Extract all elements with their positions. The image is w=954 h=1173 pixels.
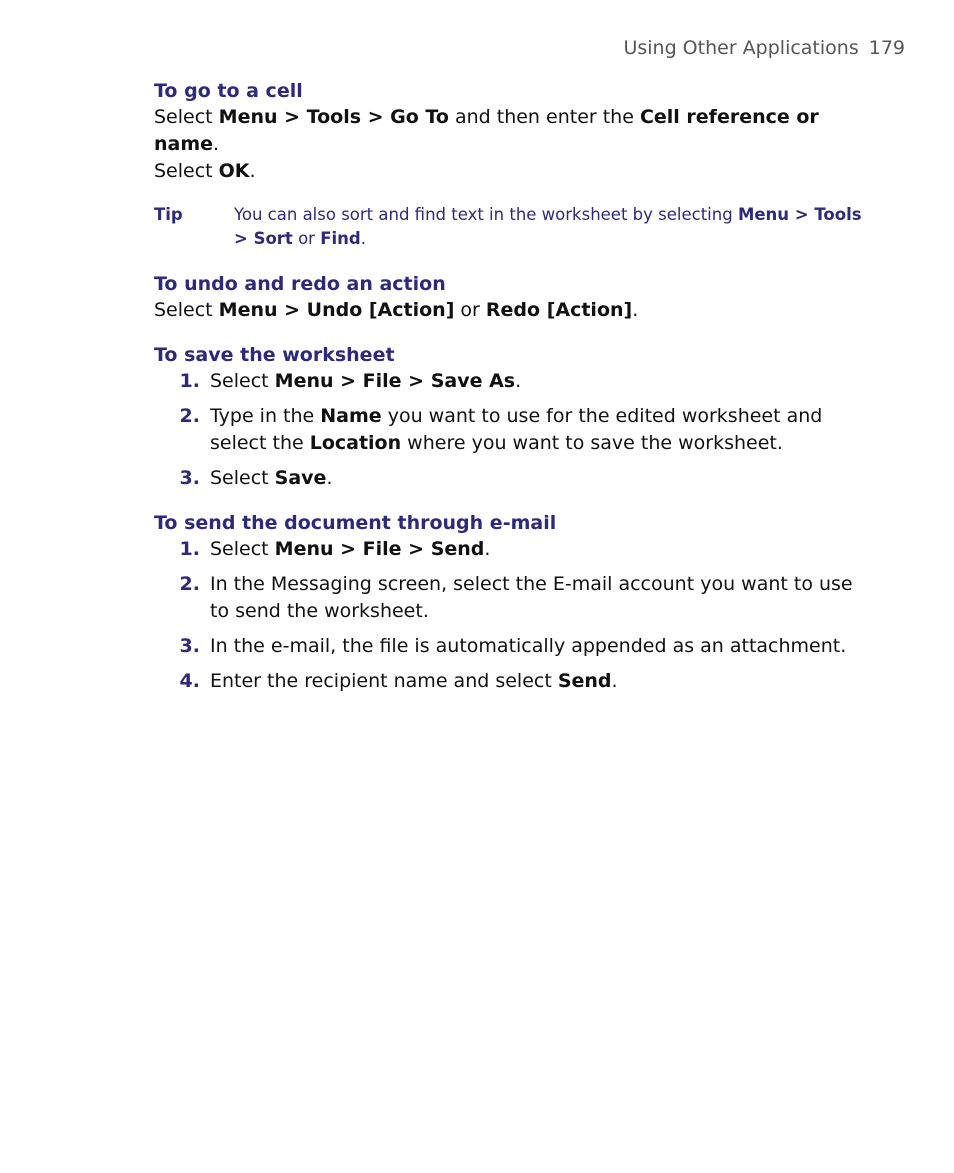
step-bold-part: Save [274,467,327,489]
undo-redo-instruction [154,297,874,324]
heading-undo-redo: To undo and redo an action [154,273,446,295]
step-text-part: you want to use for the edited worksheet and select the [210,405,823,454]
step-text-part: . [611,670,618,692]
section-send-email [154,510,874,695]
step-number: 4. [179,670,200,692]
goto-ok-text-2: . [249,160,256,182]
step-text-part: Select [210,370,275,392]
step-text [210,368,874,395]
step-bold-part: Send [557,670,612,692]
step-text-part: In the Messaging screen, select the E-mail account you want to use to send the worksheet. [210,573,853,622]
step-text-part: where you want to save the worksheet. [401,432,783,454]
goto-text-3: . [213,133,220,155]
undo-menu-path: Menu > Undo [Action] [218,299,455,321]
tip-find-label: Find [320,229,361,248]
section-go-to-cell [154,78,874,185]
step-bold-part: Name [320,405,382,427]
step-bold-part: Menu > File > Send [274,538,485,560]
step-text [210,403,874,457]
step-text-part: . [326,467,333,489]
step-text-part: . [484,538,491,560]
goto-field-name: Cell reference or name [154,106,819,155]
running-title: Using Other Applications [623,37,859,59]
list-item [154,668,874,695]
step-text-part: Enter the recipient name and select [210,670,558,692]
step-number: 3. [179,635,200,657]
list-item [154,536,874,563]
undo-text-3: . [632,299,639,321]
goto-ok-label: OK [218,160,250,182]
page-number: 179 [868,37,905,59]
goto-menu-path: Menu > Tools > Go To [218,106,449,128]
step-text-part: In the e-mail, the file is automatically appended as an attachment. [210,635,847,657]
send-steps-list [154,536,874,695]
step-text [210,668,874,695]
tip-text [234,203,874,251]
step-number: 3. [179,467,200,489]
undo-text-1: Select [154,299,219,321]
goto-ok-text-1: Select [154,160,219,182]
step-text-part: Select [210,467,275,489]
tip-text-1: You can also sort and find text in the worksheet by selecting [234,205,738,224]
list-item [154,465,874,492]
step-text-part: . [515,370,522,392]
list-item [154,633,874,660]
heading-go-to-cell: To go to a cell [154,80,303,102]
goto-ok-instruction [154,158,874,185]
tip-text-2: or [292,229,321,248]
heading-send-email: To send the document through e-mail [154,512,557,534]
section-undo-redo [154,271,874,324]
redo-label: Redo [Action] [485,299,633,321]
goto-text-2: and then enter the [448,106,640,128]
step-text [210,465,874,492]
step-text-part: Type in the [210,405,321,427]
heading-save-worksheet: To save the worksheet [154,344,395,366]
undo-text-2: or [454,299,486,321]
list-item [154,403,874,457]
page-header [623,37,905,59]
save-steps-list [154,368,874,492]
step-number: 2. [179,405,200,427]
tip-text-3: . [360,229,366,248]
step-bold-part: Location [309,432,402,454]
step-text [210,571,874,625]
step-text-part: Select [210,538,275,560]
tip-box [154,203,874,251]
step-number: 1. [179,370,200,392]
step-number: 1. [179,538,200,560]
tip-label: Tip [154,205,183,224]
section-save-worksheet [154,342,874,492]
goto-text-1: Select [154,106,219,128]
list-item [154,368,874,395]
step-number: 2. [179,573,200,595]
step-text [210,633,874,660]
step-bold-part: Menu > File > Save As [274,370,516,392]
list-item [154,571,874,625]
step-text [210,536,874,563]
tip-menu-path: Menu > Tools > Sort [234,205,862,248]
goto-instruction [154,104,874,158]
page-content [154,78,874,713]
